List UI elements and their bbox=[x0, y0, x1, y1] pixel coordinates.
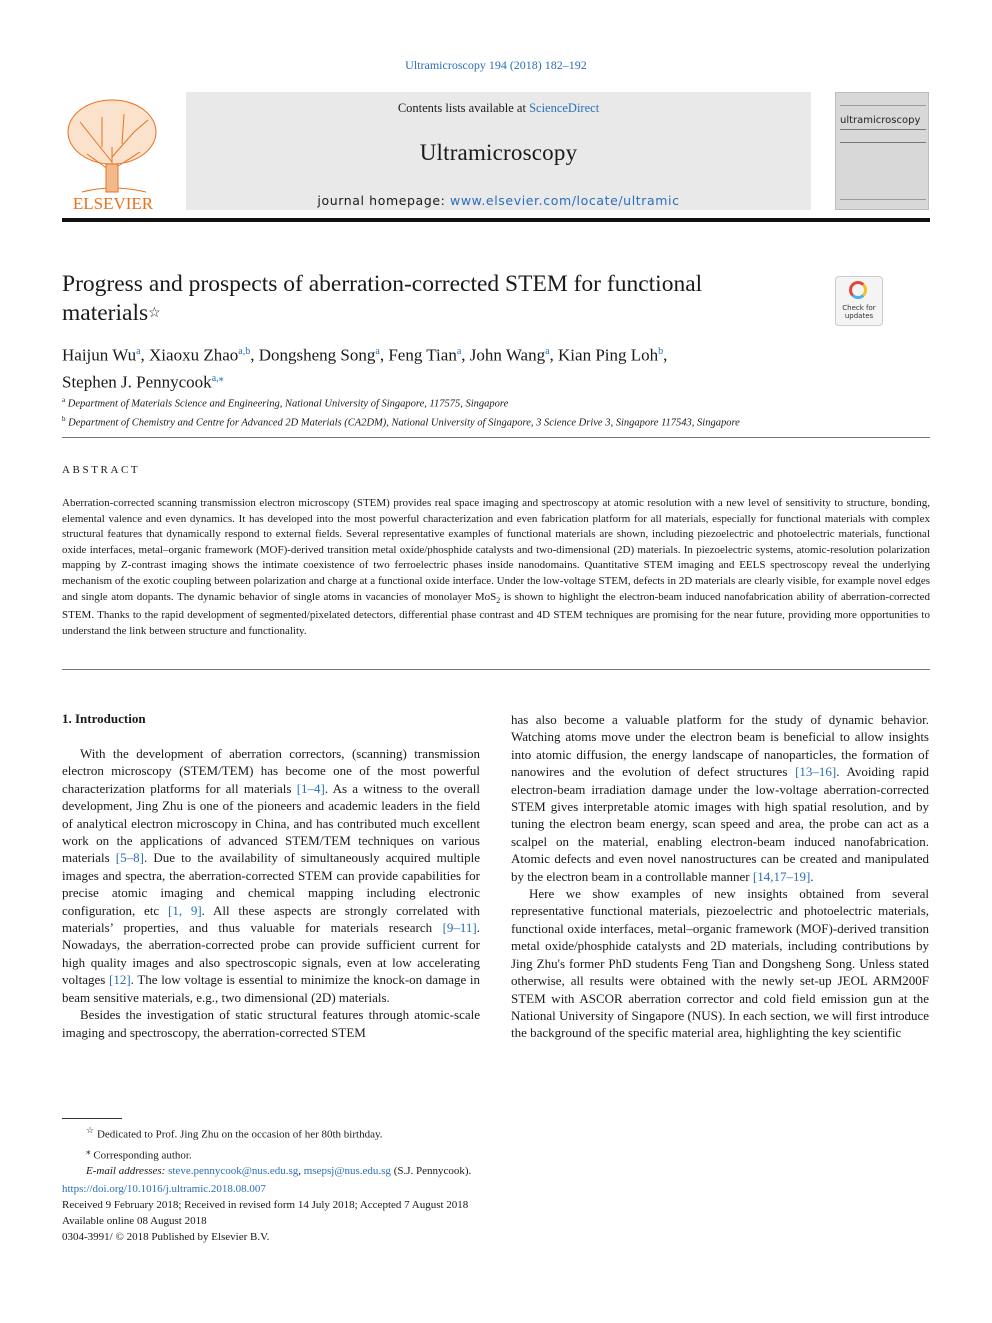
citation-link[interactable]: [9–11] bbox=[442, 920, 477, 936]
homepage-prefix: journal homepage: bbox=[317, 193, 451, 208]
affiliations bbox=[62, 393, 930, 431]
footnotes bbox=[62, 1122, 662, 1179]
left-column bbox=[62, 745, 480, 1041]
body-text: Here we show examples of new insights obtained from several representative functional materials, piezoelectric and photoelectric materials, functional oxide interfaces, metal–organic framework (MOF)-derived transition metal oxide/phosphide catalysts and 2D materials, including contributions by Jing Zhu's former PhD students Feng Tian and Dongsheng Song. Unless stated otherwise, all results were obtained with the newly set-up JEOL ARM200F STEM with ASCOR aberration corrector and cold field emission gun at the National University of Singapore (NUS). In each section, we will first introduce the background of the specific material area, highlighting the key scientific bbox=[511, 886, 929, 1041]
doi-link[interactable]: https://doi.org/10.1016/j.ultramic.2018.08.007 bbox=[62, 1183, 266, 1195]
affiliation-rule bbox=[62, 437, 930, 438]
author-name[interactable]: Feng Tian bbox=[388, 345, 457, 365]
citation-link[interactable]: [1, 9] bbox=[167, 902, 202, 918]
abstract-part-2: is shown to highlight the electron-beam induced nanofabrication ability of aberration-corrected STEM. Thanks to the rapid development of segmented/pixelated detectors, differential phase contrast and 4D STEM techniques are promising for the near future, providing more opportunities to understand the link between structure and functionality. bbox=[62, 590, 930, 637]
author-affiliation-mark[interactable]: a bbox=[545, 346, 550, 357]
author-affiliation-mark[interactable]: a bbox=[136, 346, 141, 357]
article-title-text: Progress and prospects of aberration-corrected STEM for functional materials bbox=[62, 271, 703, 326]
author-separator: , bbox=[549, 345, 559, 365]
author-separator: , bbox=[379, 345, 389, 365]
abstract-part-1: Aberration-corrected scanning transmission electron microscopy (STEM) provides real space imaging and spectroscopy at atomic resolution with a new level of sensitivity to structure, bonding, elemental valence and even dynamics. It has developed into the most powerful characterization and even fabrication platform for all materials, especially for functional materials with complex structural features that dynamically respond to external fields. Several representative examples of functional materials are shown, including piezoelectric and photoelectric materials, functional oxide interfaces, metal–organic framework (MOF)-derived transition metal oxide/phosphide catalysts and two-dimensional (2D) materials. In piezoelectric systems, atomic-resolution polarization mapping by Z-contrast imaging shows the intimate coexistence of two ferroelectric phases inside nanodomains. Quantitative STEM imaging and EELS spectroscopy reveal the underlying mechanism of the exotic coupling between polarization and charge at a functional oxide interface. Under the low-voltage STEM, defects in 2D materials are clearly visible, for example novel edges and single atom dopants. The dynamic behavior of single atoms in vacancies of monolayer MoS bbox=[62, 497, 930, 603]
contents-prefix: Contents lists available at bbox=[397, 101, 530, 115]
sciencedirect-link[interactable]: ScienceDirect bbox=[529, 101, 600, 115]
publication-info bbox=[62, 1181, 762, 1245]
author-name[interactable]: John Wang bbox=[469, 345, 546, 365]
right-column bbox=[511, 711, 929, 1042]
cover-title: ultramicroscopy bbox=[840, 115, 921, 126]
dedication-text: Dedicated to Prof. Jing Zhu on the occasion of her 80th birthday. bbox=[96, 1128, 383, 1141]
abstract-rule bbox=[62, 669, 930, 670]
body-text: has also become a valuable platform for the study of dynamic behavior. Watching atoms move under the electron beam is beneficial to allow insights into atomic diffusion, the energy landscape of nanoparticles, the formation of nanowires and the evolution of defect structures bbox=[511, 712, 929, 780]
author-affiliation-mark[interactable]: b bbox=[658, 346, 664, 357]
email-footnote bbox=[62, 1163, 662, 1179]
body-text: . Due to the availability of simultaneously acquired multiple images and spectra, the aberration-corrected STEM can provide capabilities for precise atomic imaging and chemical mapping including electronic configuration, etc bbox=[62, 850, 480, 918]
citation-link[interactable]: [5–8] bbox=[115, 850, 144, 866]
abstract-text bbox=[62, 496, 930, 640]
received-dates: Received 9 February 2018; Received in revised form 14 July 2018; Accepted 7 August 2018 bbox=[62, 1199, 469, 1211]
journal-cover[interactable] bbox=[835, 92, 929, 210]
author-separator: , bbox=[663, 345, 668, 365]
body-paragraph bbox=[62, 1006, 480, 1041]
cover-top-rule bbox=[840, 99, 926, 106]
citation-link[interactable]: [1–4] bbox=[296, 780, 325, 796]
author-separator: , bbox=[140, 345, 150, 365]
author-name[interactable]: Haijun Wu bbox=[62, 345, 137, 365]
author-separator: , bbox=[461, 345, 470, 365]
email-separator: , bbox=[298, 1165, 304, 1178]
author-affiliation-mark[interactable]: a,⁎ bbox=[211, 372, 224, 384]
abstract-label: ABSTRACT bbox=[62, 464, 141, 476]
dedication-footnote bbox=[62, 1122, 662, 1143]
author-affiliation-mark[interactable]: a bbox=[375, 346, 380, 357]
dedication-mark: ☆ bbox=[86, 1125, 95, 1135]
affiliation-a-text: Department of Materials Science and Engineering, National University of Singapore, 117575, Singapore bbox=[67, 398, 509, 410]
author-name[interactable]: Stephen J. Pennycook bbox=[62, 372, 212, 392]
cover-foot-rule bbox=[840, 199, 926, 203]
body-text: . The low voltage is essential to minimize the knock-on damage in beam sensitive materials, e.g., two dimensional (2D) materials. bbox=[62, 972, 480, 1005]
citation-link[interactable]: [14,17–19] bbox=[752, 868, 811, 884]
body-text: With the development of aberration correctors, (scanning) transmission electron microscopy (STEM/TEM) has become one of the most powerful characterization platforms for all materials bbox=[62, 746, 480, 796]
email-owner: (S.J. Pennycook). bbox=[390, 1165, 472, 1178]
copyright: 0304-3991/ © 2018 Published by Elsevier B.V. bbox=[62, 1231, 270, 1243]
citation-link[interactable]: [13–16] bbox=[795, 764, 837, 780]
email-link-1[interactable]: steve.pennycook@nus.edu.sg bbox=[168, 1165, 299, 1178]
header-rule bbox=[62, 218, 930, 222]
body-text: . As a witness to the overall development, Jing Zhu is one of the pioneers and academic leaders in the field of analytical electron microscopy in China, and has contributed much excellent work on the applications of advanced STEM/TEM techniques on various materials bbox=[62, 780, 480, 866]
corresponding-mark: ⁎ bbox=[86, 1145, 91, 1156]
email-link-2[interactable]: msepsj@nus.edu.sg bbox=[303, 1165, 391, 1178]
section-heading-introduction: 1. Introduction bbox=[62, 711, 146, 726]
author-name[interactable]: Xiaoxu Zhao bbox=[149, 345, 239, 365]
journal-name: Ultramicroscopy bbox=[419, 140, 578, 165]
affiliation-b-mark: b bbox=[62, 415, 66, 423]
abstract-subscript: 2 bbox=[496, 595, 501, 605]
article-title bbox=[62, 270, 802, 328]
body-text: . Nowadays, the aberration-corrected probe can provide sufficient current for high quality images and also spectroscopic signals, even at low accelerating voltages bbox=[62, 920, 480, 988]
journal-homepage-link[interactable]: www.elsevier.com/locate/ultramic bbox=[450, 193, 680, 208]
corresponding-text: Corresponding author. bbox=[93, 1149, 192, 1162]
body-paragraph bbox=[511, 711, 929, 885]
author-list bbox=[62, 340, 922, 393]
cover-band bbox=[840, 129, 926, 143]
footnote-rule bbox=[62, 1118, 122, 1119]
author-name[interactable]: Kian Ping Loh bbox=[558, 345, 659, 365]
elsevier-wordmark: ELSEVIER bbox=[72, 194, 154, 213]
elsevier-logo[interactable] bbox=[62, 92, 164, 214]
citation-link[interactable]: [12] bbox=[108, 972, 131, 988]
title-footnote-mark[interactable]: ☆ bbox=[148, 306, 161, 321]
journal-citation[interactable]: Ultramicroscopy 194 (2018) 182–192 bbox=[405, 58, 587, 72]
affiliation-b bbox=[62, 412, 930, 431]
author-separator: , bbox=[250, 345, 259, 365]
author-affiliation-mark[interactable]: a bbox=[456, 346, 462, 357]
available-online: Available online 08 August 2018 bbox=[62, 1215, 207, 1227]
body-text: . bbox=[810, 868, 814, 884]
check-updates-icon bbox=[849, 281, 867, 299]
email-label: E-mail addresses: bbox=[86, 1165, 166, 1178]
check-for-updates-badge[interactable] bbox=[835, 276, 883, 326]
body-text: Besides the investigation of static structural features through atomic-scale imaging and spectroscopy, the aberration-corrected STEM bbox=[62, 1007, 480, 1040]
affiliation-b-text: Department of Chemistry and Centre for Advanced 2D Materials (CA2DM), National University of Singapore, 3 Science Drive 3, Singapore 117543, Singapore bbox=[68, 417, 740, 429]
affiliation-a-mark: a bbox=[62, 396, 66, 404]
body-text: . All these aspects are strongly correlated with materials’ properties, and thus valuable for materials research bbox=[62, 902, 481, 936]
check-updates-label: Check for updates bbox=[842, 304, 876, 320]
author-name[interactable]: Dongsheng Song bbox=[258, 345, 376, 365]
body-text: . Avoiding rapid electron-beam irradiation damage under the low-voltage aberration-corrected STEM gives interpretable atomic images with high spatial resolution, and by tuning the electron beam energy, scan speed and area, the probe can act as a scalpel on the material, enabling electron-beam induced nanofabrication. Atomic defects and even novel nanostructures can be created and manipulated by the electron beam in a controllable manner bbox=[511, 764, 930, 884]
affiliation-a bbox=[62, 393, 930, 412]
elsevier-tree-icon bbox=[62, 92, 164, 214]
journal-homepage-line bbox=[186, 193, 811, 208]
body-paragraph bbox=[511, 885, 929, 1042]
corresponding-footnote bbox=[62, 1143, 662, 1164]
body-paragraph bbox=[62, 745, 480, 1006]
contents-line bbox=[186, 101, 811, 116]
author-affiliation-mark[interactable]: a,b bbox=[238, 346, 251, 357]
